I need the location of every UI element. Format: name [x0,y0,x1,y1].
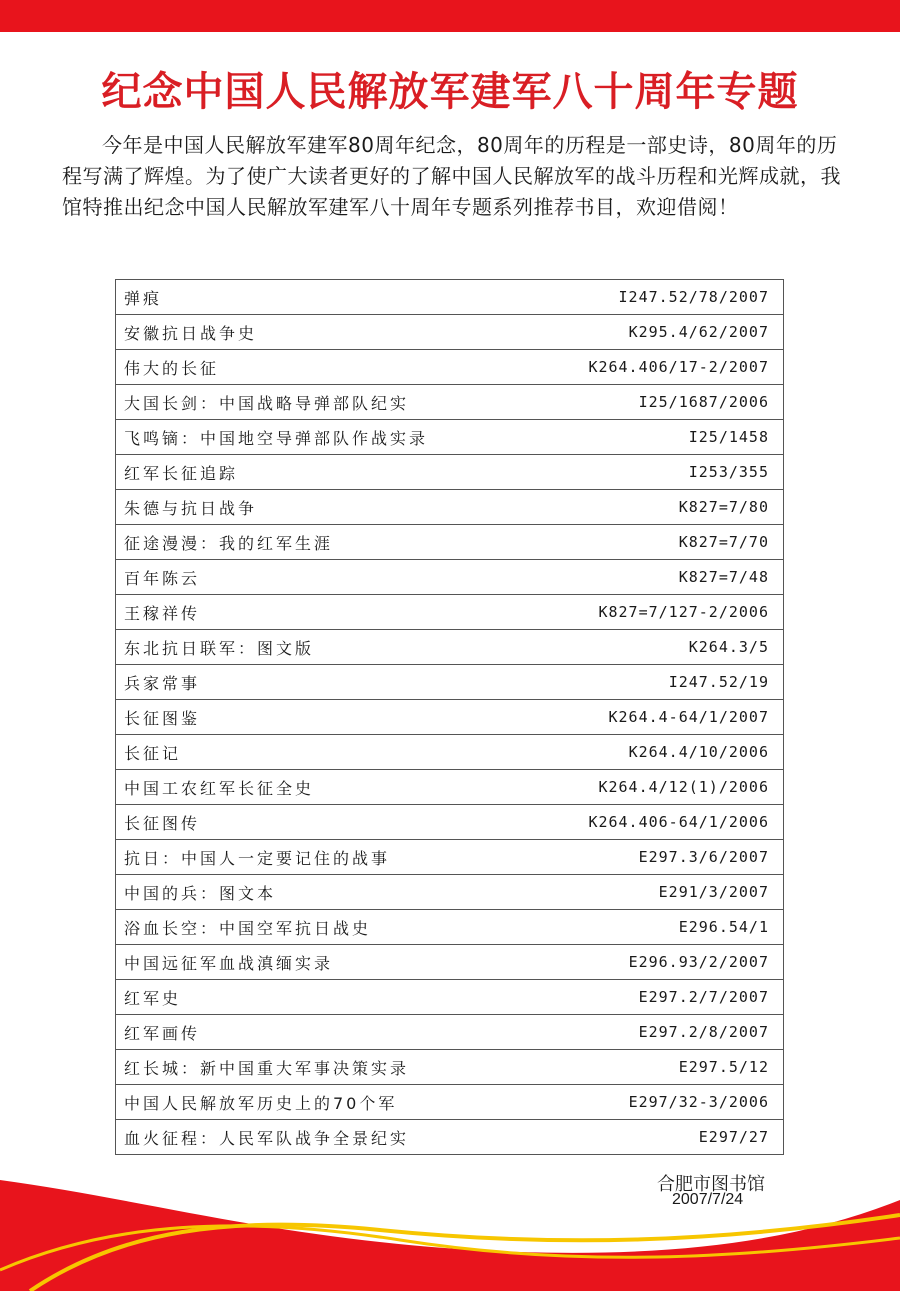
book-call-number: I253/355 [527,455,784,490]
book-row [116,1050,784,1085]
book-row [116,560,784,595]
book-title: 中国的兵：图文本 [116,875,527,910]
book-call-number: K264.406-64/1/2006 [527,805,784,840]
book-call-number: K264.4-64/1/2007 [527,700,784,735]
book-call-number: K295.4/62/2007 [527,315,784,350]
book-title: 王稼祥传 [116,595,527,630]
book-call-number: E297.3/6/2007 [527,840,784,875]
book-title: 中国远征军血战滇缅实录 [116,945,527,980]
book-call-number: I25/1687/2006 [527,385,784,420]
book-row [116,1085,784,1120]
book-title: 伟大的长征 [116,350,527,385]
book-title: 大国长剑：中国战略导弹部队纪实 [116,385,527,420]
book-call-number: I247.52/78/2007 [618,288,769,306]
book-title: 弹痕 [124,288,163,308]
book-title: 红军画传 [116,1015,527,1050]
book-title: 东北抗日联军：图文版 [116,630,527,665]
book-call-number: E296.54/1 [527,910,784,945]
book-title: 长征图鉴 [116,700,527,735]
book-call-number: K827=7/48 [527,560,784,595]
book-title: 征途漫漫：我的红军生涯 [116,525,527,560]
book-title: 中国工农红军长征全史 [116,770,527,805]
poster-date: 2007/7/24 [672,1191,744,1208]
book-row [116,735,784,770]
intro-paragraph: 今年是中国人民解放军建军80周年纪念，80周年的历程是一部史诗，80周年的历程写满了辉煌。为了使广大读者更好的了解中国人民解放军的战斗历程和光辉成就，我馆特推出纪念中国人民解放军建军八十周年专题系列推荐书目，欢迎借阅！ [62,133,841,219]
top-red-band [0,0,900,32]
book-row [116,840,784,875]
book-title: 百年陈云 [116,560,527,595]
book-row [116,420,784,455]
book-title: 长征记 [116,735,527,770]
book-list-body [116,280,784,1155]
book-title: 抗日：中国人一定要记住的战事 [116,840,527,875]
book-call-number: E291/3/2007 [527,875,784,910]
book-call-number: K827=7/70 [527,525,784,560]
book-call-number: I25/1458 [527,420,784,455]
book-title: 飞鸣镝：中国地空导弹部队作战实录 [116,420,527,455]
book-title: 红军史 [116,980,527,1015]
page-title: 纪念中国人民解放军建军八十周年专题 [101,69,799,115]
library-name: 合肥市图书馆 [657,1174,765,1195]
book-row [116,630,784,665]
book-call-number: E297.2/8/2007 [527,1015,784,1050]
book-row [116,770,784,805]
book-title: 安徽抗日战争史 [116,315,527,350]
book-row [116,980,784,1015]
book-call-number: K264.4/10/2006 [527,735,784,770]
book-call-number: K264.3/5 [527,630,784,665]
book-call-number: K264.406/17-2/2007 [527,350,784,385]
book-title: 长征图传 [116,805,527,840]
book-row [116,455,784,490]
book-title: 兵家常事 [116,665,527,700]
book-row [116,1120,784,1155]
book-title: 中国人民解放军历史上的70个军 [116,1085,527,1120]
book-row [116,595,784,630]
book-row [116,350,784,385]
book-row [116,805,784,840]
book-row [116,910,784,945]
book-row [116,525,784,560]
book-list-table [115,279,784,1155]
book-row [116,385,784,420]
book-row [116,280,784,315]
book-row [116,945,784,980]
book-call-number: E297/27 [527,1120,784,1155]
book-call-number: K827=7/80 [527,490,784,525]
book-row [116,490,784,525]
book-row [116,1015,784,1050]
book-row [116,700,784,735]
book-call-number: E297/32-3/2006 [527,1085,784,1120]
book-call-number: E297.2/7/2007 [527,980,784,1015]
book-title: 朱德与抗日战争 [116,490,527,525]
book-title: 血火征程：人民军队战争全景纪实 [116,1120,527,1155]
book-title: 浴血长空：中国空军抗日战史 [116,910,527,945]
book-call-number: E297.5/12 [527,1050,784,1085]
book-row [116,315,784,350]
book-call-number: I247.52/19 [527,665,784,700]
book-call-number: K264.4/12(1)/2006 [527,770,784,805]
book-title: 红长城：新中国重大军事决策实录 [116,1050,527,1085]
bottom-wave-decoration [0,1160,900,1291]
book-call-number: K827=7/127-2/2006 [527,595,784,630]
book-call-number: E296.93/2/2007 [527,945,784,980]
book-title: 红军长征追踪 [116,455,527,490]
book-row [116,875,784,910]
book-row [116,665,784,700]
